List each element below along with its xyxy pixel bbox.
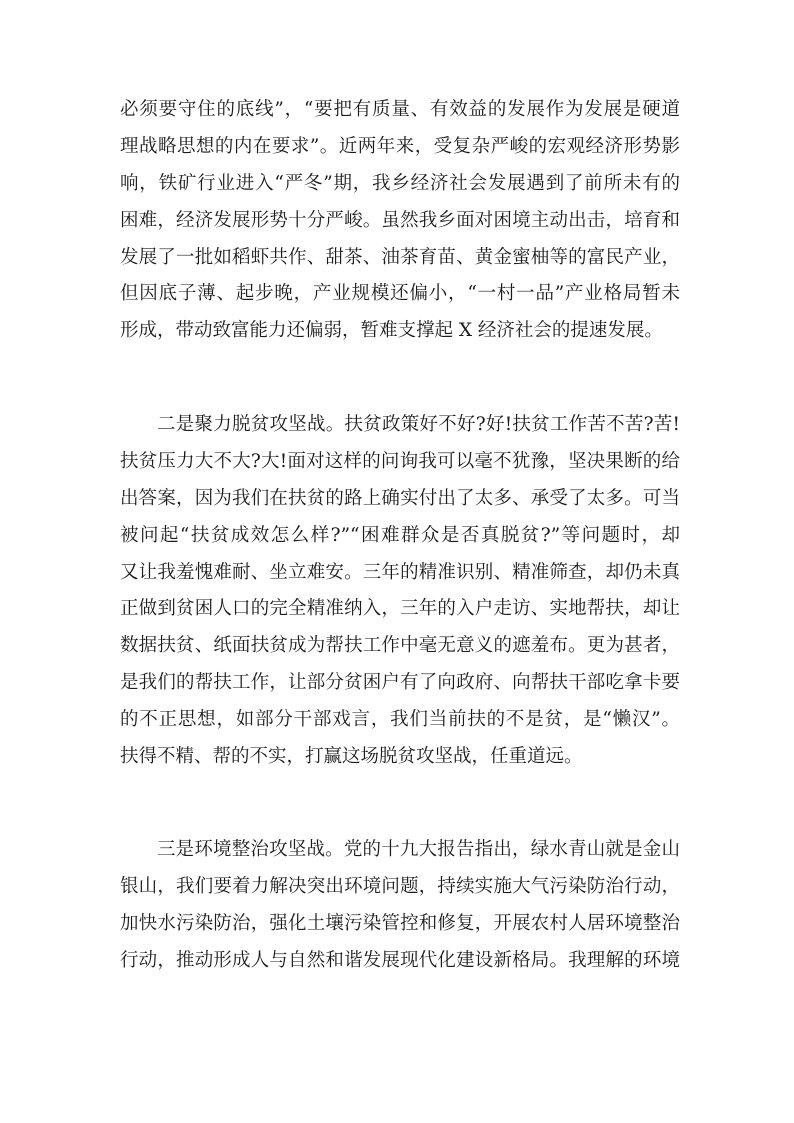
text-line: 扶得不精、帮的不实，打赢这场脱贫攻坚战，任重道远。 [120,746,583,768]
text-line: 三是环境整治攻坚战。党的十九大报告指出，绿水青山就是金山 [157,839,680,860]
paragraph-3 [120,832,680,980]
paragraph-1 [120,92,680,350]
text-line: 出答案，因为我们在扶贫的路上确实付出了太多、承受了太多。可当 [120,487,680,509]
text-line: 扶贫压力大不大?大!面对这样的问询我可以毫不犹豫，坚决果断的给 [120,450,680,472]
text-line: 二是聚力脱贫攻坚战。扶贫政策好不好?好!扶贫工作苦不苦?苦! [157,414,680,435]
text-line: 数据扶贫、纸面扶贫成为帮扶工作中毫无意义的遮羞布。更为甚者， [120,635,680,657]
text-line: 必须要守住的底线”，“要把有质量、有效益的发展作为发展是硬道 [120,99,680,120]
text-line: 困难，经济发展形势十分严峻。虽然我乡面对困境主动出击，培育和 [120,209,680,231]
text-line: 被问起“扶贫成效怎么样?”“困难群众是否真脱贫?”等问题时，却 [120,524,680,546]
text-line: 又让我羞愧难耐、坐立难安。三年的精准识别、精准筛查，却仍未真 [120,561,680,583]
text-line: 形成，带动致富能力还偏弱，暂难支撑起 X 经济社会的提速发展。 [120,320,663,342]
text-line: 加快水污染防治，强化土壤污染管控和修复，开展农村人居环境整治 [120,912,680,934]
text-line: 发展了一批如稻虾共作、甜茶、油茶育苗、黄金蜜柚等的富民产业， [120,246,680,268]
text-line: 正做到贫困人口的完全精准纳入，三年的入户走访、实地帮扶，却让 [120,598,680,620]
text-line: 但因底子薄、起步晚，产业规模还偏小，“一村一品”产业格局暂未 [120,283,680,305]
paragraph-2 [120,407,680,776]
text-line: 是我们的帮扶工作，让部分贫困户有了向政府、向帮扶干部吃拿卡要 [120,672,680,694]
text-line: 理战略思想的内在要求”。近两年来，受复杂严峻的宏观经济形势影 [120,135,680,157]
text-line: 行动，推动形成人与自然和谐发展现代化建设新格局。我理解的环境 [120,949,680,971]
text-line: 的不正思想，如部分干部戏言，我们当前扶的不是贫，是“懒汉”。 [120,709,680,731]
text-line: 银山，我们要着力解决突出环境问题，持续实施大气污染防治行动， [120,875,680,897]
text-line: 响，铁矿行业进入“严冬”期，我乡经济社会发展遇到了前所未有的 [120,172,680,194]
